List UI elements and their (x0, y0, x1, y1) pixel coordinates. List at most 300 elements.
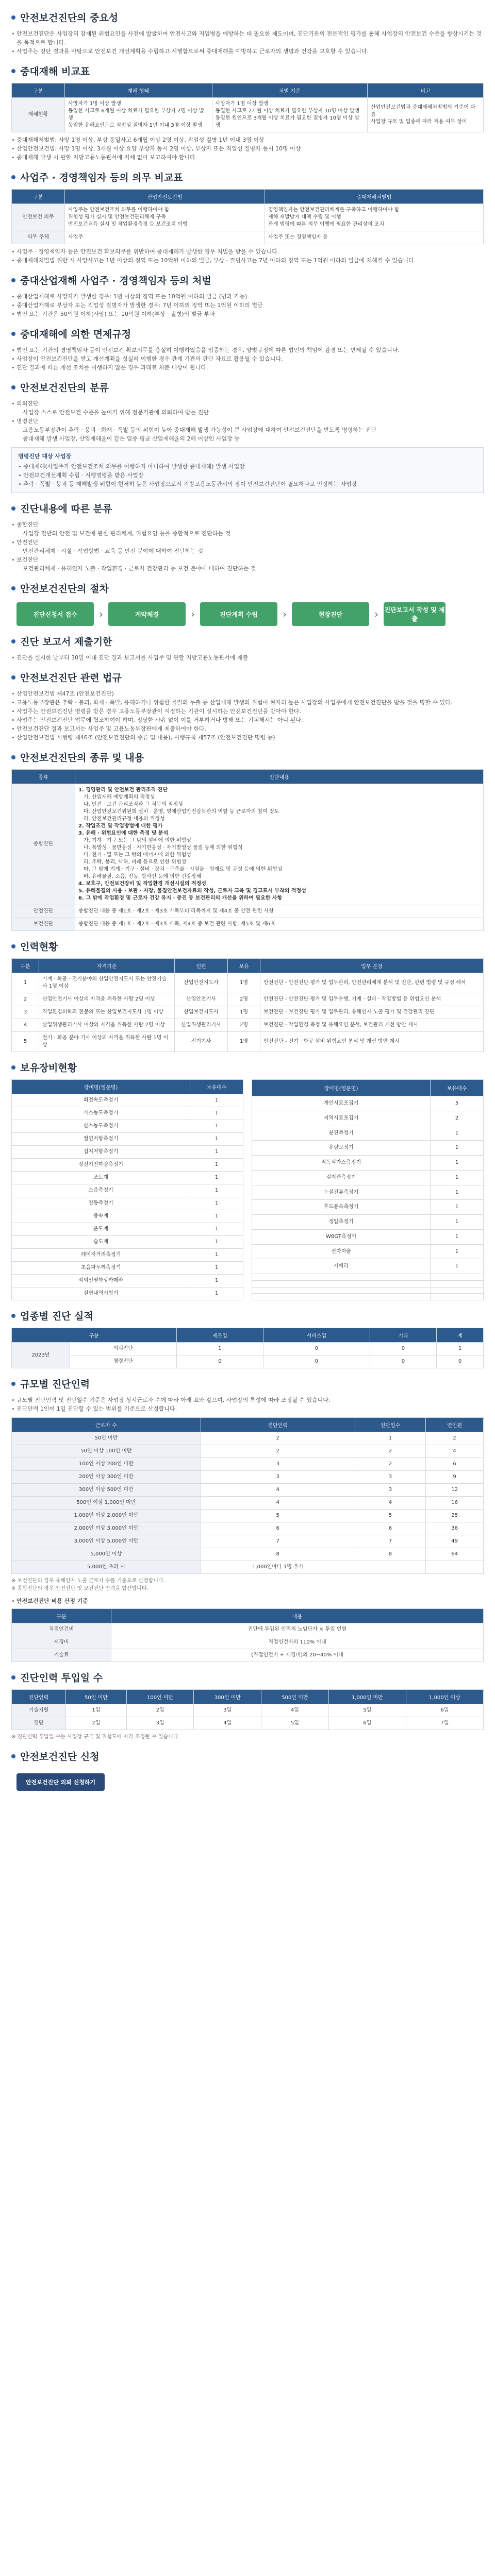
table-cell: 9 (426, 1471, 484, 1484)
table-cell: 5 (201, 1510, 355, 1522)
table-header: 보유대수 (190, 1080, 243, 1094)
table-cell: 0 (176, 1355, 263, 1368)
table-cell (252, 1274, 431, 1281)
table-row (12, 1458, 484, 1471)
table-cell: 1 (437, 1343, 484, 1355)
table-row (12, 1355, 484, 1368)
bullet-text: 안전보건진단은 사업장의 잠재된 위험요인을 사전에 발굴하여 안전사고와 직업병을 예방하는 데 필요한 제도이며, 진단기관의 전문적인 평가를 통해 사업장의 안전보건 수준을 향상시키는 것을 목적으로 합니다. (11, 29, 484, 47)
process-flow (16, 602, 484, 626)
table-cell: 6 (201, 1522, 355, 1535)
table-row (12, 1275, 243, 1287)
info-box-title: 명령진단 대상 사업장 (18, 453, 72, 460)
table-row (12, 973, 484, 993)
table-cell: 사업주는 안전보건조치 의무를 이행하여야 함 위험성 평가 실시 및 안전보건관리체제 구축 안전보건교육 실시 및 작업환경측정 등 보건조치 이행 (65, 204, 265, 231)
table-cell: 가스농도측정기 (12, 1107, 190, 1120)
table-cell: 회전속도측정기 (12, 1094, 190, 1107)
section-title: 안전보건진단의 중요성 (20, 12, 119, 24)
table-header: 산업안전보건법 (65, 190, 265, 204)
table-header: 진단인력 (201, 1418, 355, 1432)
sub-text: 사업장 전반의 안전 및 보건에 관한 관리체계, 위험요인 등을 종합적으로 진단하는 것 (23, 530, 231, 537)
process-step: 현장진단 (292, 602, 369, 626)
section-apply (11, 1749, 484, 1791)
table-header: 1,000인 이상 (406, 1690, 483, 1704)
table-row (12, 1236, 243, 1249)
table-header: 업무 분장 (260, 959, 484, 973)
section-bullet-icon (11, 944, 15, 948)
bullet-text: 안전보건개선계획 수립 · 시행명령을 받은 사업장 (18, 471, 477, 480)
table-header: 구분 (12, 1609, 111, 1623)
table-cell: 1 (190, 1262, 243, 1275)
scope-item: 5. 유해물질의 사용 · 보관 · 저장, 물질안전보건자료의 작성, 근로자 교육 및 경고표시 부착의 적정성 (78, 888, 306, 894)
table-cell: 1,000인 이상 2,000인 미만 (12, 1510, 201, 1522)
scope-item: 나. 폭발성 · 물반응성 · 자기반응성 · 자기발열성 물질 등에 의한 위험성 (84, 845, 243, 851)
table-row (252, 1244, 484, 1259)
table-header: 장비명(영문명) (252, 1080, 431, 1096)
bullet-text: 사업주는 진단 결과를 바탕으로 안전보건 개선계획을 수립하고 시행함으로써 중대재해를 예방하고 근로자의 생명과 건강을 보호할 수 있습니다. (11, 47, 484, 56)
table-row (12, 1717, 484, 1730)
table-header: 근로자 수 (12, 1418, 201, 1432)
sub-text: 사업장 스스로 안전보건 수준을 높이기 위해 전문기관에 의뢰하여 받는 진단 (23, 409, 209, 416)
bullet-text: 사업장이 안전보건진단을 받고 개선계획을 성실히 이행한 경우 관계 기관의 판단 자료로 활용될 수 있습니다. (11, 354, 484, 363)
table-cell: 0 (370, 1343, 436, 1355)
table-row (12, 1636, 484, 1649)
section-title: 중대산업재해 사업주 · 경영책임자 등의 처벌 (20, 275, 211, 286)
staff-table (11, 958, 484, 1052)
table-cell: 기술지원 (12, 1704, 66, 1717)
table-cell: 3 (201, 1471, 355, 1484)
table-cell: 2023년 (12, 1343, 70, 1368)
table-row (12, 1249, 243, 1262)
table-cell: 1 (190, 1146, 243, 1159)
section-title: 중대재해 비교표 (20, 66, 90, 77)
table-cell: 0 (263, 1355, 370, 1368)
scope-item: 1. 경영관리 및 안전보건 관리조직 진단 (78, 787, 168, 793)
table-row (12, 1120, 243, 1133)
bullet-text: 안전진단 (11, 538, 484, 547)
table-cell: 개인시료포집기 (252, 1096, 431, 1111)
bullet-text: 법인 또는 기관은 50억원 이하(사망) 또는 10억원 이하(부상 · 질병)의 벌금 부과 (11, 310, 484, 318)
table-header: 500인 미만 (261, 1690, 329, 1704)
table-cell: 4 (201, 1484, 355, 1497)
table-cell: 1 (190, 1094, 243, 1107)
bullet-text: 중대재해처벌법 위반 시 사망사고는 1년 이상의 징역 또는 10억원 이하의 벌금, 부상 · 질병사고는 7년 이하의 징역 또는 1억원 이하의 벌금에 처해질 수 있습니다. (11, 256, 484, 265)
section-title: 안전보건진단 관련 법규 (20, 672, 122, 684)
arrow-right-icon: › (283, 608, 287, 620)
table-cell: 안전진단 - 전기 · 화공 설비 위험요인 분석 및 개선 방안 제시 (260, 1032, 484, 1052)
bullet-text: 규모별 진단인력 및 진단일수 기준은 사업장 상시근로자 수에 따라 아래 표와 같으며, 사업장의 특성에 따라 조정될 수 있습니다. (11, 1396, 484, 1404)
table-cell: 풍속계 (12, 1210, 190, 1223)
table-cell: 36 (426, 1522, 484, 1535)
section-exempt (11, 327, 484, 372)
table-cell: 안전진단 (12, 905, 75, 918)
scope-item: 나. 안전 · 보건 관리조직과 그 직무의 적정성 (84, 802, 183, 807)
table-header: 내용 (111, 1609, 484, 1623)
scope-item: 2. 작업조건 및 작업방법에 대한 평가 (78, 823, 163, 829)
table-row (12, 1107, 243, 1120)
table-row (12, 1032, 484, 1052)
process-step: 진단보고서 작성 및 제출 (384, 602, 446, 626)
table-row (12, 1287, 243, 1300)
table-row (252, 1294, 484, 1300)
table-header: 구분 (12, 959, 39, 973)
table-row (12, 1432, 484, 1445)
table-cell: 3 (201, 1458, 355, 1471)
table-cell: 1일 (66, 1704, 127, 1717)
table-cell: 경영책임자는 안전보건관리체계를 구축하고 이행하여야 함 재해 재발방지 대책 수립 및 이행 관계 법령에 따른 의무 이행에 필요한 관리상의 조치 (265, 204, 484, 231)
table-cell: 종합진단 내용 중 제1호 · 제2호 · 제3호 바목, 제4호 중 보건 관련 사항, 제5호 및 제6호 (75, 918, 484, 931)
table-cell: 2일 (66, 1717, 127, 1730)
note-text: ※ 종합진단의 경우 안전진단 및 보건진단 인력을 합산합니다. (11, 1586, 148, 1591)
table-header: 진단인력 (12, 1690, 66, 1704)
section-title: 규모별 진단인력 (20, 1379, 90, 1390)
table-cell: 정전기전하량측정기 (12, 1159, 190, 1172)
table-cell: 50인 이상 100인 미만 (12, 1445, 201, 1458)
table-cell: 1 (431, 1156, 484, 1171)
table-cell: 200인 이상 300인 미만 (12, 1471, 201, 1484)
table-cell: 1 (190, 1249, 243, 1262)
bullet-text: 고용노동부장관은 추락 · 붕괴, 화재 · 폭발, 유해하거나 위험한 물질의 누출 등 산업재해 발생의 위험이 현저히 높은 사업장의 사업주에게 안전보건진단을 받을 것을 명할 수 있다. (11, 698, 484, 707)
bullet-text: 의뢰진단 (11, 399, 484, 408)
table-row (12, 1223, 243, 1236)
table-cell: 정압측정기 (252, 1215, 431, 1230)
table-row (12, 1522, 484, 1535)
table-header: 비고 (368, 83, 484, 98)
table-cell (426, 1561, 484, 1574)
table-cell: 5,000인 이상 (12, 1548, 201, 1561)
table-cell: 1 (431, 1185, 484, 1200)
table-cell: 1 (190, 1159, 243, 1172)
table-row (12, 204, 484, 231)
section-report (11, 634, 484, 662)
section-importance (11, 10, 484, 56)
table-row (252, 1156, 484, 1171)
scope-table (11, 769, 484, 931)
table-cell: (직접인건비 + 제경비)의 20~40% 이내 (111, 1649, 484, 1662)
scope-item: 라. 추락, 붕괴, 낙하, 비래 등으로 인한 위험성 (84, 859, 187, 865)
table-cell: 적외선열화상카메라 (12, 1275, 190, 1287)
bullet-text: 추락 · 폭발 · 붕괴 등 재해발생 위험이 현저히 높은 사업장으로서 지방고용노동관서의 장이 안전보건진단이 필요하다고 인정하는 사업장 (18, 480, 477, 488)
table-cell: 2 (12, 993, 39, 1006)
table-cell: 3 (12, 1006, 39, 1019)
table-cell: 지역시료포집기 (252, 1111, 431, 1126)
table-cell: 5,000인 초과 시 (12, 1561, 201, 1574)
table-cell: 진단 (12, 1717, 66, 1730)
bullet-text: 산업안전보건법: 사망 1명 이상, 3개월 이상 요양 부상자 동시 2명 이상, 부상자 또는 직업성 질병자 동시 10명 이상 (11, 144, 484, 153)
table-cell: 4일 (194, 1717, 261, 1730)
table-row (252, 1096, 484, 1111)
table-cell: 2 (426, 1432, 484, 1445)
table-cell: 안전진단 - 안전진단 평가 및 업무관리, 안전관리체계 분석 및 진단, 관련 법령 및 규정 해석 (260, 973, 484, 993)
table-row (12, 98, 484, 132)
table-cell: 4 (12, 1019, 39, 1032)
table-cell: 카메라 (252, 1259, 431, 1274)
table-cell: 종합진단 (12, 784, 75, 905)
table-cell: 직업환경의학과 전문의 또는 산업보건지도사 1명 이상 (39, 1006, 175, 1019)
section-bullet-icon (11, 639, 15, 643)
section-title: 업종별 진단 실적 (20, 1311, 93, 1322)
table-cell (431, 1274, 484, 1281)
table-header: 보유 (228, 959, 260, 973)
table-cell: 1 (431, 1200, 484, 1215)
section-kind (11, 501, 484, 573)
table-cell: 1 (12, 973, 39, 993)
section-equipment (11, 1060, 484, 1300)
table-cell: 49 (426, 1535, 484, 1548)
table-cell: 절연저항측정기 (12, 1133, 190, 1146)
bullet-text: 산업안전보건법 제47조 (안전보건진단) (11, 689, 484, 698)
table-cell (431, 1280, 484, 1287)
table-cell: 제경비 (12, 1636, 111, 1649)
table-cell: 6일 (406, 1704, 483, 1717)
table-cell: 4 (355, 1497, 425, 1510)
section-scope (11, 750, 484, 931)
section-punish (11, 273, 484, 318)
table-header: 구분 (12, 1328, 177, 1343)
table-cell: 1 (190, 1210, 243, 1223)
table-cell: 진동측정기 (12, 1197, 190, 1210)
table-cell: 1,000인마다 1명 추가 (201, 1561, 355, 1574)
table-row (12, 1133, 243, 1146)
table-cell: 재해현황 (12, 98, 65, 132)
section-bullet-icon (11, 69, 15, 73)
table-cell: 1 (355, 1432, 425, 1445)
section-bullet-icon (11, 1675, 15, 1680)
table-cell: 사업주 (65, 231, 265, 244)
table-row (12, 1445, 484, 1458)
arrow-right-icon: › (374, 608, 378, 620)
table-cell: 1명 (228, 1006, 260, 1019)
table-row (12, 1210, 243, 1223)
table-cell: 조도계 (12, 1172, 190, 1184)
table-cell: 2 (355, 1458, 425, 1471)
table-cell: 1 (190, 1184, 243, 1197)
section-title: 진단인력 투입일 수 (20, 1672, 103, 1684)
table-cell: 전기 · 화공 분야 기사 이상의 자격을 취득한 사람 1명 이상 (39, 1032, 175, 1052)
section-bullet-icon (11, 1754, 15, 1758)
scope-item: 가. 기계 · 기구 또는 그 밖의 설비에 의한 위험성 (84, 838, 191, 843)
apply-button[interactable]: 안전보건진단 의뢰 신청하기 (16, 1773, 105, 1791)
table-cell: 6 (426, 1458, 484, 1471)
table-cell: 보건진단 (12, 918, 75, 931)
table-cell: 보건진단 - 보건진단 평가 및 업무관리, 유해인자 노출 평가 및 건강관리 진단 (260, 1006, 484, 1019)
table-cell (75, 784, 484, 905)
table-cell: 1 (431, 1141, 484, 1156)
performance-table (11, 1328, 484, 1368)
table-cell: 온도계 (12, 1223, 190, 1236)
table-row (12, 1094, 243, 1107)
table-cell: 2 (355, 1445, 425, 1458)
bullet-text: 안전보건진단 결과 보고서는 사업주 및 고용노동부장관에게 제출하여야 한다. (11, 724, 484, 733)
table-cell: 전기기사 (175, 1032, 228, 1052)
table-header: 장비명(영문명) (12, 1080, 190, 1094)
section-bullet-icon (11, 755, 15, 759)
section-process (11, 581, 484, 626)
table-row (12, 1535, 484, 1548)
section-bullet-icon (11, 278, 15, 282)
table-cell: 1 (431, 1170, 484, 1185)
table-header: 1,000인 미만 (328, 1690, 406, 1704)
table-cell: 1명 (228, 1032, 260, 1052)
table-cell: 산업안전기사 이상의 자격을 취득한 사람 2명 이상 (39, 993, 175, 1006)
section-bullet-icon (11, 1382, 15, 1386)
section-bullet-icon (11, 586, 15, 590)
table-cell (252, 1287, 431, 1294)
table-row (12, 1172, 243, 1184)
table-header: 50인 미만 (66, 1690, 127, 1704)
table-cell: 전자저울 (252, 1244, 431, 1259)
table-header: 진단내용 (75, 770, 484, 784)
bullet-text: 종합진단 (11, 520, 484, 529)
section-title: 보유장비현황 (20, 1062, 77, 1074)
table-cell: 사망자가 1명 이상 발생 동일한 사고로 2개월 이상 치료가 필요한 부상자 10명 이상 발생 동일한 원인으로 3개월 이상 치료가 필요한 질병자 10명 이상 발생 (212, 98, 368, 132)
table-row (12, 231, 484, 244)
table-cell: 100인 이상 200인 미만 (12, 1458, 201, 1471)
table-cell: 7일 (406, 1717, 483, 1730)
note-text: ※ 진단인력 투입일 수는 사업장 규모 및 위험도에 따라 조정될 수 있습니다. (11, 1734, 180, 1740)
section-bullet-icon (11, 332, 15, 336)
bullet-text: 명령진단 (11, 417, 484, 426)
table-cell: 16 (426, 1497, 484, 1510)
table-cell: 누설전류측정기 (252, 1185, 431, 1200)
table-row (12, 784, 484, 905)
table-row (12, 1184, 243, 1197)
table-row (12, 1548, 484, 1561)
table-header: 연인원 (426, 1418, 484, 1432)
table-row (12, 918, 484, 931)
table-row (12, 1146, 243, 1159)
bullet-text: 안전보건진단 비용 산정 기준 (11, 1597, 484, 1605)
table-cell (252, 1280, 431, 1287)
table-cell: 1 (431, 1126, 484, 1141)
table-cell: 산업안전지도사 (175, 973, 228, 993)
section-bullet-icon (11, 506, 15, 511)
section-title: 인력현황 (20, 941, 58, 953)
section-bullet-icon (11, 385, 15, 389)
table-row (252, 1200, 484, 1215)
table-cell: 7 (355, 1535, 425, 1548)
table-cell: 2 (201, 1445, 355, 1458)
table-cell (252, 1294, 431, 1300)
table-header: 보유대수 (431, 1080, 484, 1096)
table-row (12, 1006, 484, 1019)
table-row (12, 1262, 243, 1275)
table-cell: 500인 이상 1,000인 미만 (12, 1497, 201, 1510)
table-cell: 1 (190, 1133, 243, 1146)
scope-item: 라. 안전보건관리규정 내용의 적정성 (84, 816, 165, 822)
arrow-right-icon: › (191, 608, 195, 620)
process-step: 계약체결 (108, 602, 186, 626)
table-cell: 1 (190, 1120, 243, 1133)
table-cell: 기계 · 화공 · 전기분야의 산업안전지도사 또는 안전기술사 1명 이상 (39, 973, 175, 993)
table-cell: 5 (431, 1096, 484, 1111)
bullet-text: 사업주 · 경영책임자 등은 안전보건 확보의무를 위반하여 중대재해가 발생한 경우 처벌을 받을 수 있습니다. (11, 247, 484, 256)
table-cell: 1 (176, 1343, 263, 1355)
table-row (12, 993, 484, 1006)
table-cell: 64 (426, 1548, 484, 1561)
table-cell: 4일 (261, 1704, 329, 1717)
table-header: 기타 (370, 1328, 436, 1343)
section-title: 사업주 · 경영책임자 등의 의무 비교표 (20, 172, 183, 183)
table-row (252, 1111, 484, 1126)
table-cell: 분진측정기 (252, 1126, 431, 1141)
table-cell: 5일 (328, 1704, 406, 1717)
sub-text: 안전관리체제 · 시설 · 작업방법 · 교육 등 안전 분야에 대하여 진단하는 것 (23, 548, 203, 554)
table-cell: 1 (190, 1275, 243, 1287)
table-cell: 습도계 (12, 1236, 190, 1249)
sub-text: 중대재해 발생 사업장, 산업재해율이 같은 업종 평균 산업재해율의 2배 이상인 사업장 등 (23, 435, 240, 442)
table-row (252, 1185, 484, 1200)
table-cell: 산업위생관리기사 이상의 자격을 취득한 사람 2명 이상 (39, 1019, 175, 1032)
section-target (11, 380, 484, 493)
table-cell (355, 1561, 425, 1574)
table-cell: 보건진단 - 작업환경 측정 및 유해요인 분석, 보건관리 개선 방안 제시 (260, 1019, 484, 1032)
table-cell: 5 (355, 1510, 425, 1522)
table-cell: 1 (190, 1107, 243, 1120)
table-row (12, 1159, 243, 1172)
table-cell: 산업안전기사 (175, 993, 228, 1006)
table-cell: 절연내력시험기 (12, 1287, 190, 1300)
table-cell: WBGT측정기 (252, 1229, 431, 1244)
table-cell: 산업안전보건법과 중대재해처벌법의 기준이 다름 사업장 규모 및 업종에 따라 적용 여부 상이 (368, 98, 484, 132)
table-row (252, 1170, 484, 1185)
table-cell: 3 (355, 1471, 425, 1484)
bullet-text: 보건진단 (11, 555, 484, 564)
bullet-text: 사업주는 안전보건진단 명령을 받은 경우 고용노동부장관이 지정하는 기관이 실시하는 안전보건진단을 받아야 한다. (11, 707, 484, 716)
table-cell: 직접인건비 (12, 1623, 111, 1636)
table-cell: 1 (190, 1287, 243, 1300)
table-header: 종류 (12, 770, 75, 784)
table-cell: 명령진단 (70, 1355, 177, 1368)
table-cell: 1 (431, 1215, 484, 1230)
table-row (12, 1343, 484, 1355)
bullet-text: 법인 또는 기관의 경영책임자 등이 안전보건 확보의무를 충실히 이행하였음을 입증하는 경우, 양벌규정에 따른 법인의 책임이 감경 또는 면제될 수 있습니다. (11, 346, 484, 354)
table-row (12, 1197, 243, 1210)
table-row (252, 1141, 484, 1156)
table-row (12, 1510, 484, 1522)
scope-item: 다. 산업안전보건위원회 설치 · 운영, 명예산업안전감독관의 역할 등 근로자의 참여 정도 (84, 809, 279, 815)
table-cell (431, 1294, 484, 1300)
table-header: 자격기준 (39, 959, 175, 973)
table-cell: 안전진단 - 안전진단 평가 및 업무수행, 기계 · 설비 · 작업방법 등 위험요인 분석 (260, 993, 484, 1006)
table-row (252, 1274, 484, 1281)
section-title: 진단 보고서 제출기한 (20, 636, 112, 648)
table-cell: 0 (263, 1343, 370, 1355)
table-cell: 1명 (228, 973, 260, 993)
table-cell: 8 (201, 1548, 355, 1561)
table-cell: 2 (431, 1111, 484, 1126)
table-cell: 1 (431, 1259, 484, 1274)
table-cell: 0 (437, 1355, 484, 1368)
cost-basis-table (11, 1608, 484, 1662)
table-row (12, 1471, 484, 1484)
bullet-text: 진단을 실시한 날부터 30일 이내 진단 결과 보고서를 사업주 및 관할 지방고용노동관서에 제출 (11, 653, 484, 662)
table-cell: 8 (355, 1548, 425, 1561)
equipment-table-left (11, 1079, 243, 1300)
table-cell: 진단에 투입된 인력의 노임단가 × 투입 인원 (111, 1623, 484, 1636)
table-header: 처벌 기준 (212, 83, 368, 98)
table-cell: 2,000인 이상 3,000인 미만 (12, 1522, 201, 1535)
table-cell: 종합진단 내용 중 제1호 · 제2호 · 제3호 가목부터 라목까지 및 제4호 중 안전 관련 사항 (75, 905, 484, 918)
table-row (12, 1497, 484, 1510)
bullet-text: 중대재해(사업주가 안전보건조치 의무를 이행하지 아니하여 발생한 중대재해) 발생 사업장 (18, 462, 477, 471)
table-row (12, 1484, 484, 1497)
section-scale (11, 1377, 484, 1662)
table-row (12, 1019, 484, 1032)
table-cell: 직접인건비의 110% 이내 (111, 1636, 484, 1649)
table-row (252, 1229, 484, 1244)
section-staff (11, 939, 484, 1052)
table-cell: 300인 이상 500인 미만 (12, 1484, 201, 1497)
